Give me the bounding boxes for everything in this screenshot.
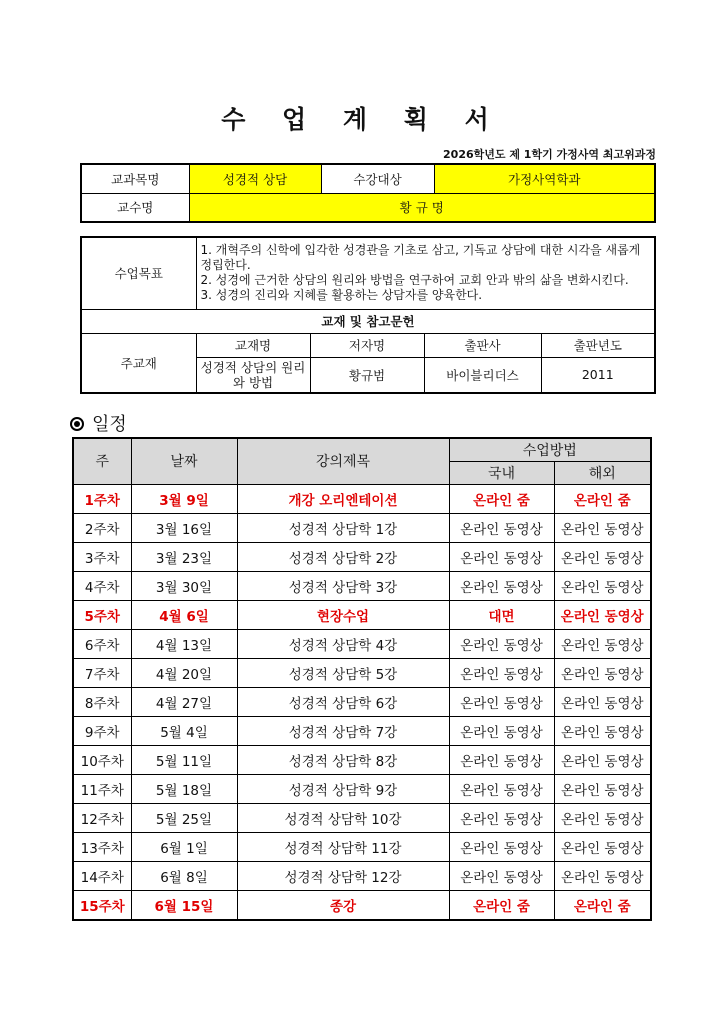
cell-title: 현장수업 bbox=[237, 600, 449, 629]
cell-domestic: 온라인 줌 bbox=[449, 890, 554, 920]
cell-overseas: 온라인 동영상 bbox=[554, 629, 651, 658]
cell-title: 성경적 상담학 7강 bbox=[237, 716, 449, 745]
schedule-heading bbox=[70, 410, 127, 436]
goals-textbook-table bbox=[80, 236, 656, 394]
header-week: 주 bbox=[73, 438, 131, 484]
table-row bbox=[73, 745, 651, 774]
textbook-author: 황규범 bbox=[310, 357, 424, 393]
cell-domestic: 온라인 동영상 bbox=[449, 774, 554, 803]
cell-overseas: 온라인 동영상 bbox=[554, 803, 651, 832]
cell-title: 성경적 상담학 11강 bbox=[237, 832, 449, 861]
cell-date: 4월 6일 bbox=[131, 600, 237, 629]
cell-title: 성경적 상담학 9강 bbox=[237, 774, 449, 803]
cell-week: 15주차 bbox=[73, 890, 131, 920]
cell-week: 1주차 bbox=[73, 484, 131, 513]
goal-line-2: 2. 성경에 근거한 상담의 원리와 방법을 연구하여 교회 안과 밖의 삶을 변화시킨다. bbox=[200, 273, 629, 288]
cell-domestic: 온라인 동영상 bbox=[449, 803, 554, 832]
table-row bbox=[73, 890, 651, 920]
cell-week: 10주차 bbox=[73, 745, 131, 774]
textbook-header-publisher: 출판사 bbox=[424, 333, 541, 357]
table-row bbox=[73, 803, 651, 832]
cell-date: 4월 27일 bbox=[131, 687, 237, 716]
bullet-target-icon bbox=[70, 417, 84, 431]
cell-overseas: 온라인 동영상 bbox=[554, 832, 651, 861]
cell-date: 5월 18일 bbox=[131, 774, 237, 803]
header-date: 날짜 bbox=[131, 438, 237, 484]
textbook-year: 2011 bbox=[541, 357, 655, 393]
table-row bbox=[73, 513, 651, 542]
cell-domestic: 온라인 동영상 bbox=[449, 513, 554, 542]
cell-date: 3월 9일 bbox=[131, 484, 237, 513]
table-row bbox=[73, 658, 651, 687]
cell-title: 종강 bbox=[237, 890, 449, 920]
cell-date: 6월 15일 bbox=[131, 890, 237, 920]
cell-overseas: 온라인 줌 bbox=[554, 890, 651, 920]
schedule-heading-text: 일정 bbox=[92, 414, 127, 435]
target-value: 가정사역학과 bbox=[434, 164, 655, 193]
cell-domestic: 온라인 동영상 bbox=[449, 745, 554, 774]
cell-date: 6월 8일 bbox=[131, 861, 237, 890]
textbook-label: 주교재 bbox=[81, 333, 196, 393]
cell-week: 5주차 bbox=[73, 600, 131, 629]
cell-week: 11주차 bbox=[73, 774, 131, 803]
schedule-table bbox=[72, 437, 652, 921]
cell-title: 성경적 상담학 10강 bbox=[237, 803, 449, 832]
cell-date: 6월 1일 bbox=[131, 832, 237, 861]
table-row bbox=[73, 542, 651, 571]
cell-domestic: 온라인 줌 bbox=[449, 484, 554, 513]
goals-label: 수업목표 bbox=[81, 237, 196, 309]
cell-title: 성경적 상담학 12강 bbox=[237, 861, 449, 890]
cell-domestic: 온라인 동영상 bbox=[449, 861, 554, 890]
course-label: 교과목명 bbox=[81, 164, 189, 193]
cell-date: 5월 25일 bbox=[131, 803, 237, 832]
table-row bbox=[73, 484, 651, 513]
table-row bbox=[73, 571, 651, 600]
table-row bbox=[73, 832, 651, 861]
cell-date: 3월 23일 bbox=[131, 542, 237, 571]
cell-overseas: 온라인 동영상 bbox=[554, 774, 651, 803]
cell-week: 12주차 bbox=[73, 803, 131, 832]
header-method: 수업방법 bbox=[449, 438, 651, 461]
schedule-body bbox=[73, 484, 651, 920]
cell-overseas: 온라인 동영상 bbox=[554, 658, 651, 687]
cell-domestic: 온라인 동영상 bbox=[449, 658, 554, 687]
cell-overseas: 온라인 동영상 bbox=[554, 687, 651, 716]
textbook-publisher: 바이블리더스 bbox=[424, 357, 541, 393]
cell-title: 성경적 상담학 3강 bbox=[237, 571, 449, 600]
table-row bbox=[73, 716, 651, 745]
cell-domestic: 온라인 동영상 bbox=[449, 716, 554, 745]
target-label: 수강대상 bbox=[321, 164, 434, 193]
course-value: 성경적 상담 bbox=[189, 164, 321, 193]
cell-date: 4월 13일 bbox=[131, 629, 237, 658]
cell-overseas: 온라인 동영상 bbox=[554, 571, 651, 600]
cell-overseas: 온라인 동영상 bbox=[554, 745, 651, 774]
header-overseas: 해외 bbox=[554, 461, 651, 484]
cell-overseas: 온라인 동영상 bbox=[554, 513, 651, 542]
cell-week: 6주차 bbox=[73, 629, 131, 658]
cell-domestic: 대면 bbox=[449, 600, 554, 629]
professor-label: 교수명 bbox=[81, 193, 189, 222]
cell-title: 개강 오리엔테이션 bbox=[237, 484, 449, 513]
cell-week: 14주차 bbox=[73, 861, 131, 890]
cell-date: 3월 30일 bbox=[131, 571, 237, 600]
cell-title: 성경적 상담학 1강 bbox=[237, 513, 449, 542]
cell-overseas: 온라인 줌 bbox=[554, 484, 651, 513]
cell-week: 2주차 bbox=[73, 513, 131, 542]
textbook-header-year: 출판년도 bbox=[541, 333, 655, 357]
header-title: 강의제목 bbox=[237, 438, 449, 484]
cell-date: 5월 4일 bbox=[131, 716, 237, 745]
cell-date: 4월 20일 bbox=[131, 658, 237, 687]
table-row bbox=[73, 774, 651, 803]
cell-overseas: 온라인 동영상 bbox=[554, 861, 651, 890]
textbook-section-title: 교재 및 참고문헌 bbox=[81, 309, 655, 333]
goal-line-1: 1. 개혁주의 신학에 입각한 성경관을 기초로 삼고, 기독교 상담에 대한 시각을 새롭게 정립한다. bbox=[200, 243, 641, 273]
textbook-header-author: 저자명 bbox=[310, 333, 424, 357]
page-title: 수 업 계 획 서 bbox=[221, 105, 503, 134]
table-row bbox=[73, 861, 651, 890]
semester-subtitle: 2026학년도 제 1학기 가정사역 최고위과정 bbox=[443, 148, 656, 161]
cell-title: 성경적 상담학 8강 bbox=[237, 745, 449, 774]
cell-week: 4주차 bbox=[73, 571, 131, 600]
professor-value: 황 규 명 bbox=[189, 193, 655, 222]
cell-title: 성경적 상담학 6강 bbox=[237, 687, 449, 716]
cell-overseas: 온라인 동영상 bbox=[554, 600, 651, 629]
cell-domestic: 온라인 동영상 bbox=[449, 687, 554, 716]
table-row bbox=[73, 600, 651, 629]
cell-week: 3주차 bbox=[73, 542, 131, 571]
cell-week: 9주차 bbox=[73, 716, 131, 745]
cell-domestic: 온라인 동영상 bbox=[449, 542, 554, 571]
table-row bbox=[73, 629, 651, 658]
table-row bbox=[73, 687, 651, 716]
cell-overseas: 온라인 동영상 bbox=[554, 716, 651, 745]
cell-title: 성경적 상담학 2강 bbox=[237, 542, 449, 571]
cell-domestic: 온라인 동영상 bbox=[449, 571, 554, 600]
textbook-header-name: 교재명 bbox=[196, 333, 310, 357]
course-info-table bbox=[80, 163, 656, 223]
cell-title: 성경적 상담학 5강 bbox=[237, 658, 449, 687]
cell-domestic: 온라인 동영상 bbox=[449, 832, 554, 861]
cell-week: 7주차 bbox=[73, 658, 131, 687]
cell-week: 13주차 bbox=[73, 832, 131, 861]
cell-title: 성경적 상담학 4강 bbox=[237, 629, 449, 658]
cell-date: 3월 16일 bbox=[131, 513, 237, 542]
cell-overseas: 온라인 동영상 bbox=[554, 542, 651, 571]
goal-line-3: 3. 성경의 진리와 지혜를 활용하는 상담자를 양육한다. bbox=[200, 288, 483, 303]
goals-text bbox=[196, 237, 655, 309]
cell-date: 5월 11일 bbox=[131, 745, 237, 774]
cell-domestic: 온라인 동영상 bbox=[449, 629, 554, 658]
header-domestic: 국내 bbox=[449, 461, 554, 484]
textbook-name: 성경적 상담의 원리와 방법 bbox=[196, 357, 310, 393]
cell-week: 8주차 bbox=[73, 687, 131, 716]
